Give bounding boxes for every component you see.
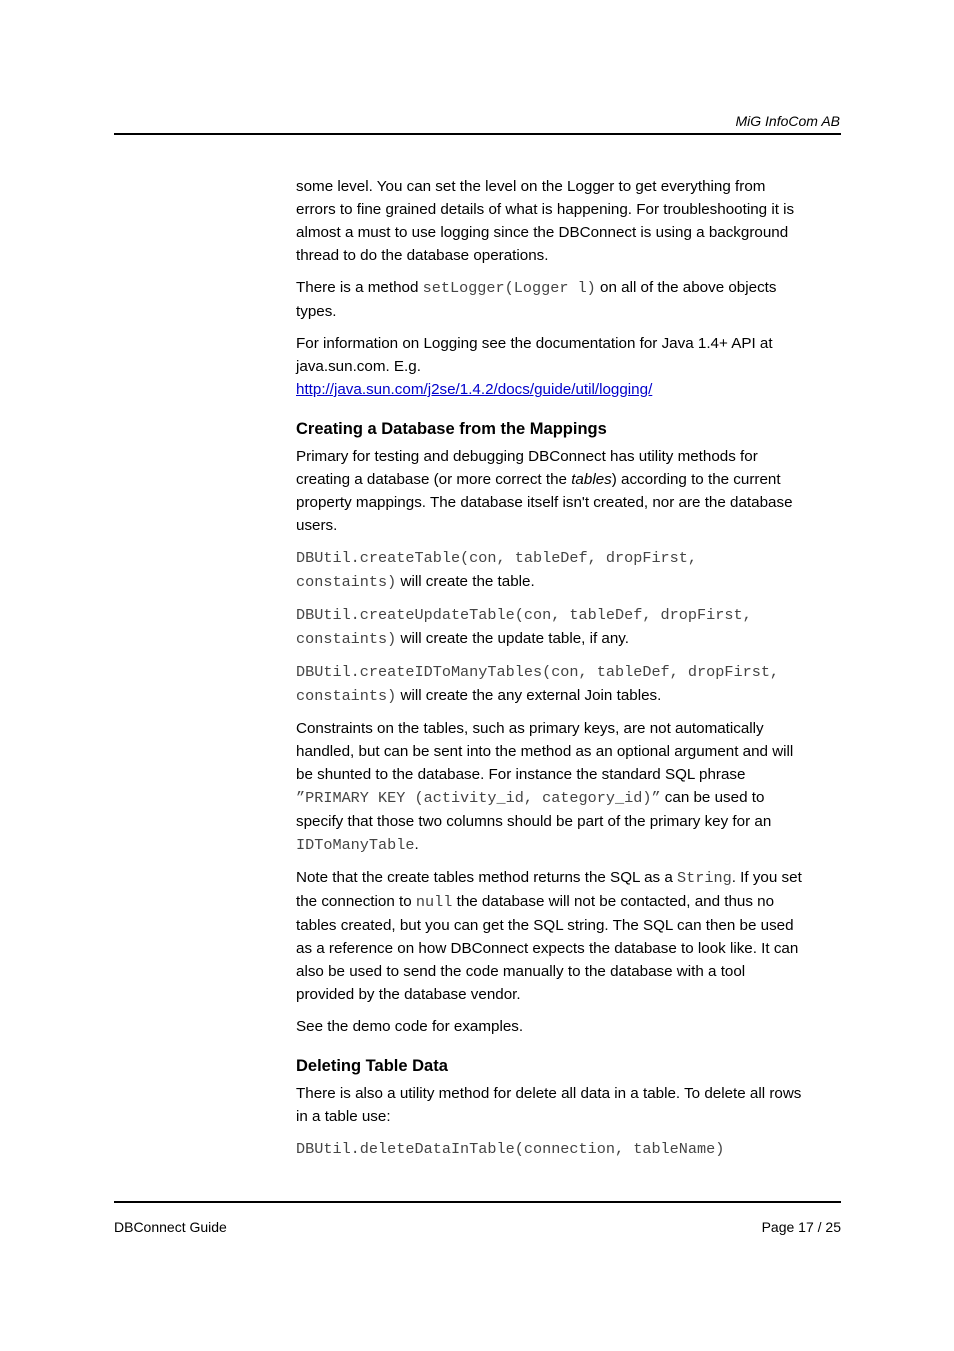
text: will create the any external Join tables.	[396, 687, 662, 704]
paragraph-logging-info	[296, 332, 806, 401]
code-create-update-table: DBUtil.createUpdateTable(con, tableDef, dropFirst, constaints)	[296, 606, 752, 648]
code-idtomanytable: IDToManyTable	[296, 836, 415, 854]
code-null: null	[415, 893, 453, 911]
paragraph-constraints	[296, 717, 806, 857]
heading-deleting-data: Deleting Table Data	[296, 1057, 448, 1075]
text: There is a method	[296, 279, 423, 296]
text: will create the table.	[396, 573, 535, 590]
text: ) according to the current property mappings. The database itself isn't created, nor are the database users.	[296, 471, 793, 534]
text: will create the update table, if any.	[396, 630, 629, 647]
text: . If you set the connection to	[296, 869, 802, 910]
code-setlogger: setLogger(Logger l)	[422, 279, 596, 297]
footer-rule	[114, 1201, 841, 1203]
paragraph-delete-intro: There is also a utility method for delete all data in a table. To delete all rows in a table use:	[296, 1085, 802, 1125]
paragraph-create-idtomany	[296, 660, 806, 708]
text: For information on Logging see the documentation for Java 1.4+ API at java.sun.com. E.g.	[296, 335, 773, 375]
text: the database will not be contacted, and thus no tables created, but you can get the SQL string. The SQL can then be used as a reference on how DBConnect expects the database to look like. It can also be used to send the code manually to the database with a tool provided by the database vendor.	[296, 893, 799, 1003]
page-number: Page 17 / 25	[761, 1219, 841, 1235]
paragraph-logging-levels: some level. You can set the level on the Logger to get everything from errors to fine grained details of what is happening. For troubleshooting it is almost a must to use logging since the DBConnect is using a background thread to do the database operations.	[296, 178, 795, 264]
header-rule	[114, 133, 841, 135]
paragraph-demo: See the demo code for examples.	[296, 1018, 524, 1035]
paragraph-sql-return	[296, 866, 806, 1006]
emphasis-tables: tables	[571, 471, 612, 488]
text: can be used to specify that those two columns should be part of the primary key for an	[296, 789, 772, 830]
code-primary-key: ”PRIMARY KEY (activity_id, category_id)”	[296, 789, 661, 807]
text: Note that the create tables method returns the SQL as a	[296, 869, 678, 886]
paragraph-setlogger	[296, 276, 806, 323]
paragraph-create-intro	[296, 445, 806, 537]
code-create-idtomany: DBUtil.createIDToManyTables(con, tableDef, dropFirst, constaints)	[296, 663, 780, 705]
code-string: String	[677, 869, 732, 887]
text: Primary for testing and debugging DBConnect has utility methods for creating a database (or more correct the	[296, 448, 758, 488]
paragraph-delete-code	[296, 1137, 806, 1161]
paragraph-create-update-table	[296, 603, 806, 651]
code-delete-data: DBUtil.deleteDataInTable(connection, tableName)	[296, 1140, 725, 1158]
text: Constraints on the tables, such as primary keys, are not automatically handled, but can be sent into the method as an optional argument and will be shunted to the database. For instance the standard SQL phrase	[296, 720, 794, 783]
footer-title: DBConnect Guide	[114, 1219, 227, 1235]
page-body	[296, 175, 806, 1170]
heading-creating-database: Creating a Database from the Mappings	[296, 420, 607, 438]
paragraph-create-table	[296, 546, 806, 594]
code-create-table: DBUtil.createTable(con, tableDef, dropFirst, constaints)	[296, 549, 698, 591]
logging-docs-link[interactable]: http://java.sun.com/j2se/1.4.2/docs/guide/util/logging/	[296, 381, 653, 398]
text: on all of the above objects types.	[296, 279, 777, 320]
header-company: MiG InfoCom AB	[735, 113, 840, 129]
text: .	[414, 836, 419, 853]
